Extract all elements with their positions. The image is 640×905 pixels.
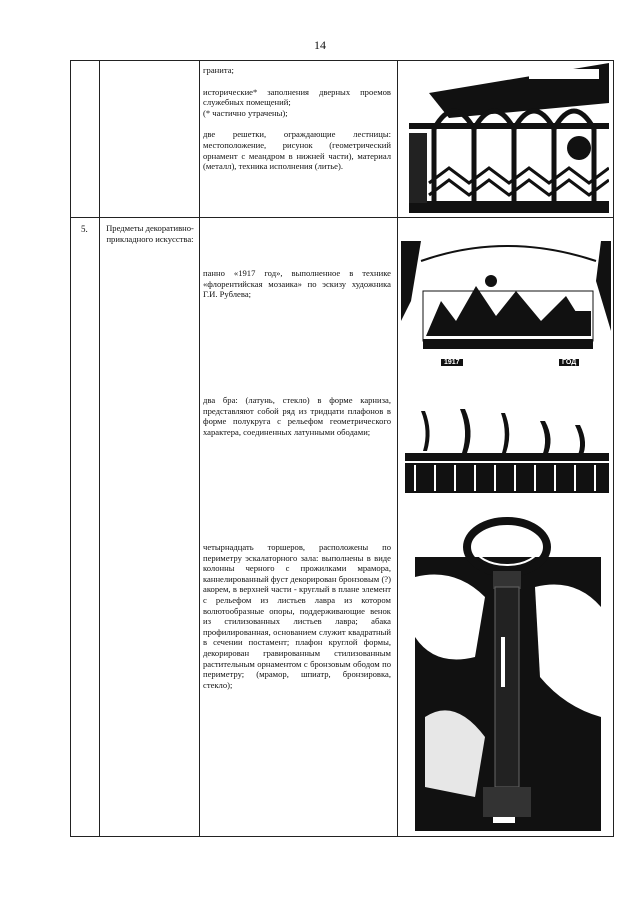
panel-caption-year: 1917 <box>441 359 463 366</box>
sconce-photo <box>405 391 609 507</box>
column-divider <box>397 61 398 836</box>
granite-line: гранита; <box>203 65 234 75</box>
row-number: 5. <box>81 224 88 234</box>
torchieres-description: четырнадцать торшеров, расположены по периметру эскалаторного зала: выполнены в виде колонны черного с прожилками мрамора, каннелированный фуст декорирован бронзовым (?) акорем, в верхней части - круглый в плане элемент с рельефом из листьев лавра из котором волютообразные опоры, поддерживающие венок из стилизованных листьев лавра; абака профилированная, основанием служит квадратный в сечении постамент; плафон круглой формы, декорирован гравированным стилизованным растительным орнаментом с бронзовым ободом по периметру; (мрамор, шпиатр, бронзировка, стекло); <box>203 542 391 690</box>
door-fillings-line: исторические* заполнения дверных проемов служебных помещений; <box>203 86 391 108</box>
torchiere-icon <box>415 517 601 831</box>
mosaic-panel-icon <box>401 241 611 381</box>
heritage-table <box>70 60 614 837</box>
top-row-description <box>203 65 391 172</box>
category-label: Предметы декоративно-прикладного искусства: <box>106 223 194 244</box>
panel-caption-word: ГОД <box>559 359 579 366</box>
sconces-description: два бра: (латунь, стекло) в форме карниза, представляют собой ряд из тридцати плафонов в форме полукруга с рельефом геометрического характера, соединенных латунными ободами; <box>203 395 391 437</box>
column-divider <box>199 61 200 836</box>
torchiere-photo <box>415 517 601 831</box>
railing-photo-icon <box>409 63 609 213</box>
page-number: 14 <box>314 38 326 52</box>
railings-line: две решетки, ограждающие лестницы: местоположение, рисунок (геометрический орнамент с меандром в нижней части), материал (металл), техника исполнения (литье). <box>203 129 391 172</box>
partially-lost-note: (* частично утрачены); <box>203 107 288 118</box>
column-divider <box>99 61 100 836</box>
railing-photo <box>409 63 609 213</box>
sconce-icon <box>405 391 609 507</box>
row-divider <box>71 217 613 218</box>
panel-photo <box>401 241 611 381</box>
panel-description: панно «1917 год», выполненное в технике «флорентийская мозаика» по эскизу художника Г.И. Рублева; <box>203 268 391 300</box>
